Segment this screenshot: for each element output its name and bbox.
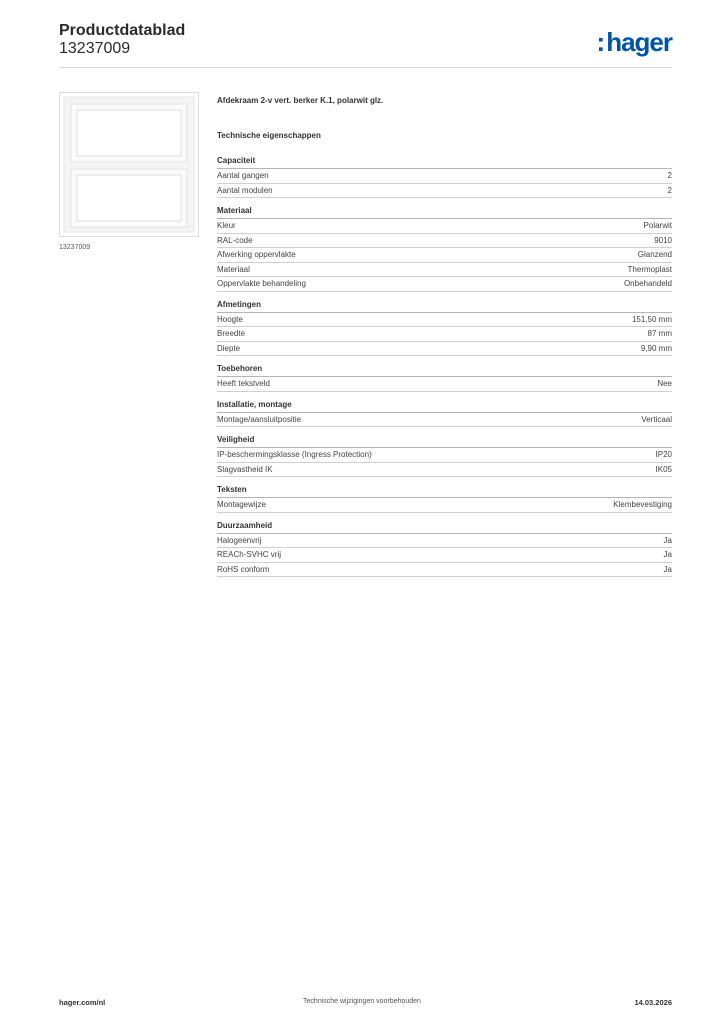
spec-value: Thermoplast (627, 264, 672, 274)
section-title: Afmetingen (217, 300, 672, 313)
spec-row (217, 219, 672, 234)
spec-value: IK05 (655, 464, 672, 474)
footer-disclaimer: Technische wijzigingen voorbehouden (303, 998, 421, 1005)
product-image-caption: 13237009 (59, 244, 91, 251)
product-number: 13237009 (59, 40, 131, 57)
spec-row (217, 498, 672, 513)
spec-row (217, 377, 672, 392)
section-title: Duurzaamheid (217, 521, 672, 534)
spec-row (217, 548, 672, 563)
spec-row (217, 169, 672, 184)
page-title: Productdatablad (59, 22, 186, 39)
spec-label: Montage/aansluitpositie (217, 414, 302, 424)
section-title: Toebehoren (217, 364, 672, 377)
footer-website: hager.com/nl (59, 998, 106, 1007)
spec-row (217, 184, 672, 199)
spec-row (217, 248, 672, 263)
cover-frame-icon (60, 93, 198, 236)
spec-label: Aantal gangen (217, 171, 269, 180)
spec-section (217, 485, 672, 513)
product-description: Afdekraam 2-v vert. berker K.1, polarwit glz. (217, 96, 384, 105)
spec-content (217, 96, 672, 585)
spec-row (217, 234, 672, 249)
logo-text: hager (606, 27, 672, 57)
spec-value: Nee (657, 379, 672, 388)
section-title: Teksten (217, 485, 672, 498)
spec-label: Aantal modulen (217, 185, 273, 195)
spec-section (217, 364, 672, 392)
spec-row (217, 342, 672, 357)
spec-value: 9010 (654, 235, 672, 245)
spec-label: RAL-code (217, 235, 253, 245)
section-title: Installatie, montage (217, 400, 672, 413)
spec-row (217, 313, 672, 328)
spec-value: 2 (667, 185, 672, 195)
spec-value: 87 mm (647, 329, 672, 338)
section-title: Materiaal (217, 206, 672, 219)
section-title: Capaciteit (217, 156, 672, 169)
spec-value: Glanzend (637, 250, 672, 259)
spec-row (217, 534, 672, 549)
spec-value: Polarwit (643, 221, 672, 230)
spec-value: 9,90 mm (640, 343, 672, 353)
spec-sections (217, 156, 672, 577)
spec-label: Diepte (217, 343, 241, 353)
spec-label: Halogeenvrij (217, 535, 262, 545)
spec-section (217, 521, 672, 578)
spec-label: Montagewijze (217, 500, 266, 509)
spec-value: Verticaal (641, 414, 672, 424)
spec-value: Klembevestiging (613, 500, 672, 509)
spec-label: Hoogte (217, 314, 243, 324)
spec-row (217, 413, 672, 428)
spec-value: 151,50 mm (631, 314, 672, 324)
spec-label: RoHS conform (217, 564, 270, 574)
spec-section (217, 435, 672, 477)
spec-label: Breedte (217, 329, 246, 338)
spec-value: 2 (667, 171, 672, 180)
spec-value: Ja (663, 550, 672, 559)
product-image (59, 92, 199, 237)
spec-label: Afwerking oppervlakte (217, 250, 296, 259)
spec-label: REACh-SVHC vrij (217, 550, 282, 559)
spec-row (217, 563, 672, 578)
footer-date: 14.03.2026 (634, 998, 672, 1007)
spec-row (217, 327, 672, 342)
spec-value: Ja (663, 535, 672, 545)
header-divider (59, 67, 672, 68)
spec-section (217, 156, 672, 198)
spec-label: Oppervlakte behandeling (217, 279, 306, 288)
spec-value: Onbehandeld (623, 279, 672, 288)
spec-row (217, 463, 672, 478)
spec-row (217, 277, 672, 292)
spec-row (217, 263, 672, 278)
spec-label: Heeft tekstveld (217, 379, 270, 388)
spec-section (217, 206, 672, 292)
spec-value: Ja (663, 564, 672, 574)
section-title: Veiligheid (217, 435, 672, 448)
tech-heading: Technische eigenschappen (217, 131, 321, 140)
spec-section (217, 300, 672, 357)
spec-section (217, 400, 672, 428)
spec-label: Slagvastheid IK (217, 464, 273, 474)
hager-logo (597, 28, 672, 56)
logo-prefix: : (596, 27, 606, 57)
spec-label: Kleur (217, 221, 236, 230)
spec-label: IP-beschermingsklasse (Ingress Protection) (217, 450, 372, 459)
spec-label: Materiaal (217, 264, 250, 274)
spec-row (217, 448, 672, 463)
spec-value: IP20 (655, 450, 672, 459)
